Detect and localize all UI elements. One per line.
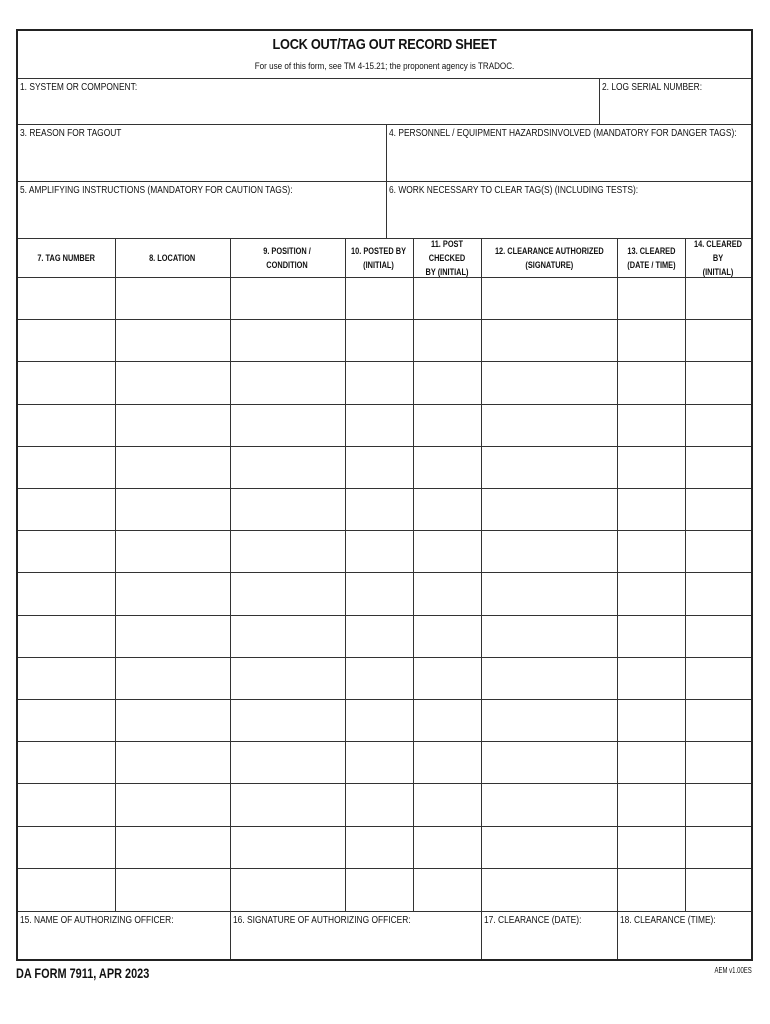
- cell-cleared-by[interactable]: [685, 572, 751, 614]
- cell-clearance-authorized[interactable]: [481, 657, 617, 699]
- column-header-label: 12. CLEARANCE AUTHORIZED (SIGNATURE): [494, 245, 604, 270]
- cell-posted-by[interactable]: [345, 319, 413, 361]
- cell-location[interactable]: [115, 657, 230, 699]
- cell-tag-number[interactable]: [18, 615, 115, 657]
- cell-location[interactable]: [115, 404, 230, 446]
- cell-posted-by[interactable]: [345, 615, 413, 657]
- cell-cleared-date-time[interactable]: [617, 572, 685, 614]
- cell-cleared-by[interactable]: [685, 699, 751, 741]
- cell-cleared-by[interactable]: [685, 361, 751, 403]
- column-header-label: 9. POSITION / CONDITION: [263, 245, 312, 270]
- cell-post-checked-by[interactable]: [413, 530, 481, 572]
- cell-location[interactable]: [115, 615, 230, 657]
- cell-post-checked-by[interactable]: [413, 741, 481, 783]
- column-header-label: 7. TAG NUMBER: [37, 252, 96, 263]
- work-necessary-field[interactable]: [387, 181, 751, 238]
- cell-location[interactable]: [115, 826, 230, 868]
- cell-clearance-authorized[interactable]: [481, 277, 617, 319]
- column-header-cleared-by: [685, 238, 751, 277]
- column-header-label: 8. LOCATION: [149, 252, 196, 263]
- cell-cleared-by[interactable]: [685, 446, 751, 488]
- cell-clearance-authorized[interactable]: [481, 868, 617, 910]
- cell-cleared-date-time[interactable]: [617, 657, 685, 699]
- cell-position-condition[interactable]: [230, 572, 345, 614]
- cell-cleared-date-time[interactable]: [617, 319, 685, 361]
- cell-post-checked-by[interactable]: [413, 277, 481, 319]
- cell-cleared-by[interactable]: [685, 868, 751, 910]
- cell-clearance-authorized[interactable]: [481, 319, 617, 361]
- cell-position-condition[interactable]: [230, 530, 345, 572]
- cell-position-condition[interactable]: [230, 615, 345, 657]
- cell-cleared-date-time[interactable]: [617, 615, 685, 657]
- cell-clearance-authorized[interactable]: [481, 826, 617, 868]
- hazards-involved-label: 4. PERSONNEL / EQUIPMENT HAZARDSINVOLVED (MANDATORY FOR DANGER TAGS):: [389, 128, 737, 139]
- cell-post-checked-by[interactable]: [413, 361, 481, 403]
- cell-position-condition[interactable]: [230, 699, 345, 741]
- cell-post-checked-by[interactable]: [413, 404, 481, 446]
- cell-clearance-authorized[interactable]: [481, 615, 617, 657]
- cell-location[interactable]: [115, 488, 230, 530]
- authorizing-officer-name-label: 15. NAME OF AUTHORIZING OFFICER:: [20, 915, 174, 926]
- column-header-position-condition: [230, 238, 345, 277]
- form-title: LOCK OUT/TAG OUT RECORD SHEET: [272, 36, 497, 53]
- cell-tag-number[interactable]: [18, 319, 115, 361]
- cell-posted-by[interactable]: [345, 488, 413, 530]
- cell-posted-by[interactable]: [345, 868, 413, 910]
- reason-for-tagout-label: 3. REASON FOR TAGOUT: [20, 128, 122, 139]
- cell-tag-number[interactable]: [18, 657, 115, 699]
- log-serial-number-label: 2. LOG SERIAL NUMBER:: [602, 82, 703, 93]
- cell-clearance-authorized[interactable]: [481, 404, 617, 446]
- cell-posted-by[interactable]: [345, 657, 413, 699]
- divider: [617, 238, 618, 911]
- cell-post-checked-by[interactable]: [413, 488, 481, 530]
- cell-clearance-authorized[interactable]: [481, 741, 617, 783]
- cell-cleared-date-time[interactable]: [617, 488, 685, 530]
- hazards-involved-field[interactable]: [387, 124, 751, 181]
- cell-posted-by[interactable]: [345, 826, 413, 868]
- log-serial-number-field[interactable]: [600, 78, 751, 124]
- cell-location[interactable]: [115, 446, 230, 488]
- cell-tag-number[interactable]: [18, 277, 115, 319]
- clearance-date-field[interactable]: [482, 911, 618, 959]
- cell-post-checked-by[interactable]: [413, 615, 481, 657]
- cell-position-condition[interactable]: [230, 446, 345, 488]
- column-header-location: [115, 238, 230, 277]
- system-component-field[interactable]: [18, 78, 600, 124]
- work-necessary-label: 6. WORK NECESSARY TO CLEAR TAG(S) (INCLUDING TESTS):: [389, 185, 639, 196]
- cell-posted-by[interactable]: [345, 446, 413, 488]
- authorizing-officer-signature-field[interactable]: [231, 911, 481, 959]
- cell-cleared-by[interactable]: [685, 783, 751, 825]
- cell-position-condition[interactable]: [230, 741, 345, 783]
- column-header-label: 10. POSTED BY (INITIAL): [351, 245, 407, 270]
- column-header-label: 11. POST CHECKED BY (INITIAL): [425, 238, 469, 277]
- cell-position-condition[interactable]: [230, 319, 345, 361]
- clearance-time-field[interactable]: [618, 911, 751, 959]
- authorizing-officer-signature-label: 16. SIGNATURE OF AUTHORIZING OFFICER:: [233, 915, 411, 926]
- form-frame: [16, 29, 753, 961]
- cell-clearance-authorized[interactable]: [481, 572, 617, 614]
- cell-posted-by[interactable]: [345, 404, 413, 446]
- cell-posted-by[interactable]: [345, 361, 413, 403]
- cell-location[interactable]: [115, 699, 230, 741]
- cell-location[interactable]: [115, 319, 230, 361]
- divider: [230, 238, 231, 911]
- cell-post-checked-by[interactable]: [413, 446, 481, 488]
- cell-cleared-by[interactable]: [685, 404, 751, 446]
- cell-location[interactable]: [115, 741, 230, 783]
- cell-posted-by[interactable]: [345, 530, 413, 572]
- cell-clearance-authorized[interactable]: [481, 361, 617, 403]
- cell-posted-by[interactable]: [345, 699, 413, 741]
- cell-location[interactable]: [115, 572, 230, 614]
- clearance-date-label: 17. CLEARANCE (DATE):: [484, 915, 582, 926]
- cell-post-checked-by[interactable]: [413, 868, 481, 910]
- amplifying-instructions-field[interactable]: [18, 181, 386, 238]
- cell-position-condition[interactable]: [230, 361, 345, 403]
- cell-position-condition[interactable]: [230, 826, 345, 868]
- cell-cleared-date-time[interactable]: [617, 277, 685, 319]
- cell-tag-number[interactable]: [18, 741, 115, 783]
- cell-location[interactable]: [115, 868, 230, 910]
- clearance-time-label: 18. CLEARANCE (TIME):: [620, 915, 716, 926]
- cell-tag-number[interactable]: [18, 699, 115, 741]
- cell-cleared-date-time[interactable]: [617, 868, 685, 910]
- divider: [685, 238, 686, 911]
- cell-cleared-by[interactable]: [685, 277, 751, 319]
- column-header-clearance-authorized: [481, 238, 617, 277]
- cell-clearance-authorized[interactable]: [481, 530, 617, 572]
- cell-clearance-authorized[interactable]: [481, 699, 617, 741]
- column-header-label: 13. CLEARED (DATE / TIME): [626, 245, 676, 270]
- cell-cleared-date-time[interactable]: [617, 530, 685, 572]
- cell-tag-number[interactable]: [18, 826, 115, 868]
- cell-tag-number[interactable]: [18, 783, 115, 825]
- amplifying-instructions-label: 5. AMPLIFYING INSTRUCTIONS (MANDATORY FOR CAUTION TAGS):: [20, 185, 293, 196]
- cell-tag-number[interactable]: [18, 446, 115, 488]
- cell-tag-number[interactable]: [18, 488, 115, 530]
- cell-post-checked-by[interactable]: [413, 826, 481, 868]
- cell-tag-number[interactable]: [18, 530, 115, 572]
- cell-cleared-date-time[interactable]: [617, 446, 685, 488]
- divider: [413, 238, 414, 911]
- cell-tag-number[interactable]: [18, 868, 115, 910]
- cell-position-condition[interactable]: [230, 657, 345, 699]
- column-header-tag-number: [18, 238, 115, 277]
- cell-cleared-date-time[interactable]: [617, 699, 685, 741]
- cell-tag-number[interactable]: [18, 404, 115, 446]
- cell-position-condition[interactable]: [230, 783, 345, 825]
- cell-clearance-authorized[interactable]: [481, 488, 617, 530]
- cell-cleared-by[interactable]: [685, 319, 751, 361]
- cell-post-checked-by[interactable]: [413, 699, 481, 741]
- cell-position-condition[interactable]: [230, 404, 345, 446]
- form-version: AEM v1.00ES: [714, 966, 752, 975]
- divider: [115, 238, 116, 911]
- divider: [481, 238, 482, 911]
- cell-clearance-authorized[interactable]: [481, 446, 617, 488]
- cell-position-condition[interactable]: [230, 277, 345, 319]
- cell-cleared-by[interactable]: [685, 657, 751, 699]
- cell-cleared-date-time[interactable]: [617, 826, 685, 868]
- cell-clearance-authorized[interactable]: [481, 783, 617, 825]
- cell-posted-by[interactable]: [345, 277, 413, 319]
- cell-cleared-date-time[interactable]: [617, 404, 685, 446]
- cell-cleared-by[interactable]: [685, 741, 751, 783]
- cell-cleared-date-time[interactable]: [617, 783, 685, 825]
- cell-post-checked-by[interactable]: [413, 319, 481, 361]
- form-id: DA FORM 7911, APR 2023: [16, 965, 150, 981]
- column-header-posted-by: [345, 238, 413, 277]
- cell-location[interactable]: [115, 361, 230, 403]
- cell-posted-by[interactable]: [345, 572, 413, 614]
- authorizing-officer-name-field[interactable]: [18, 911, 230, 959]
- cell-tag-number[interactable]: [18, 361, 115, 403]
- cell-location[interactable]: [115, 277, 230, 319]
- cell-tag-number[interactable]: [18, 572, 115, 614]
- cell-post-checked-by[interactable]: [413, 783, 481, 825]
- system-component-label: 1. SYSTEM OR COMPONENT:: [20, 82, 138, 93]
- column-header-label: 14. CLEARED BY (INITIAL): [694, 238, 742, 277]
- cell-post-checked-by[interactable]: [413, 572, 481, 614]
- cell-cleared-by[interactable]: [685, 530, 751, 572]
- cell-cleared-by[interactable]: [685, 615, 751, 657]
- divider: [345, 238, 346, 911]
- cell-position-condition[interactable]: [230, 868, 345, 910]
- cell-posted-by[interactable]: [345, 783, 413, 825]
- column-header-post-checked-by: [413, 238, 481, 277]
- cell-cleared-by[interactable]: [685, 488, 751, 530]
- cell-posted-by[interactable]: [345, 741, 413, 783]
- cell-location[interactable]: [115, 530, 230, 572]
- cell-cleared-date-time[interactable]: [617, 361, 685, 403]
- cell-location[interactable]: [115, 783, 230, 825]
- form-subtitle: For use of this form, see TM 4-15.21; the proponent agency is TRADOC.: [254, 61, 515, 72]
- cell-cleared-by[interactable]: [685, 826, 751, 868]
- column-header-cleared-date-time: [617, 238, 685, 277]
- cell-post-checked-by[interactable]: [413, 657, 481, 699]
- cell-position-condition[interactable]: [230, 488, 345, 530]
- reason-for-tagout-field[interactable]: [18, 124, 386, 181]
- cell-cleared-date-time[interactable]: [617, 741, 685, 783]
